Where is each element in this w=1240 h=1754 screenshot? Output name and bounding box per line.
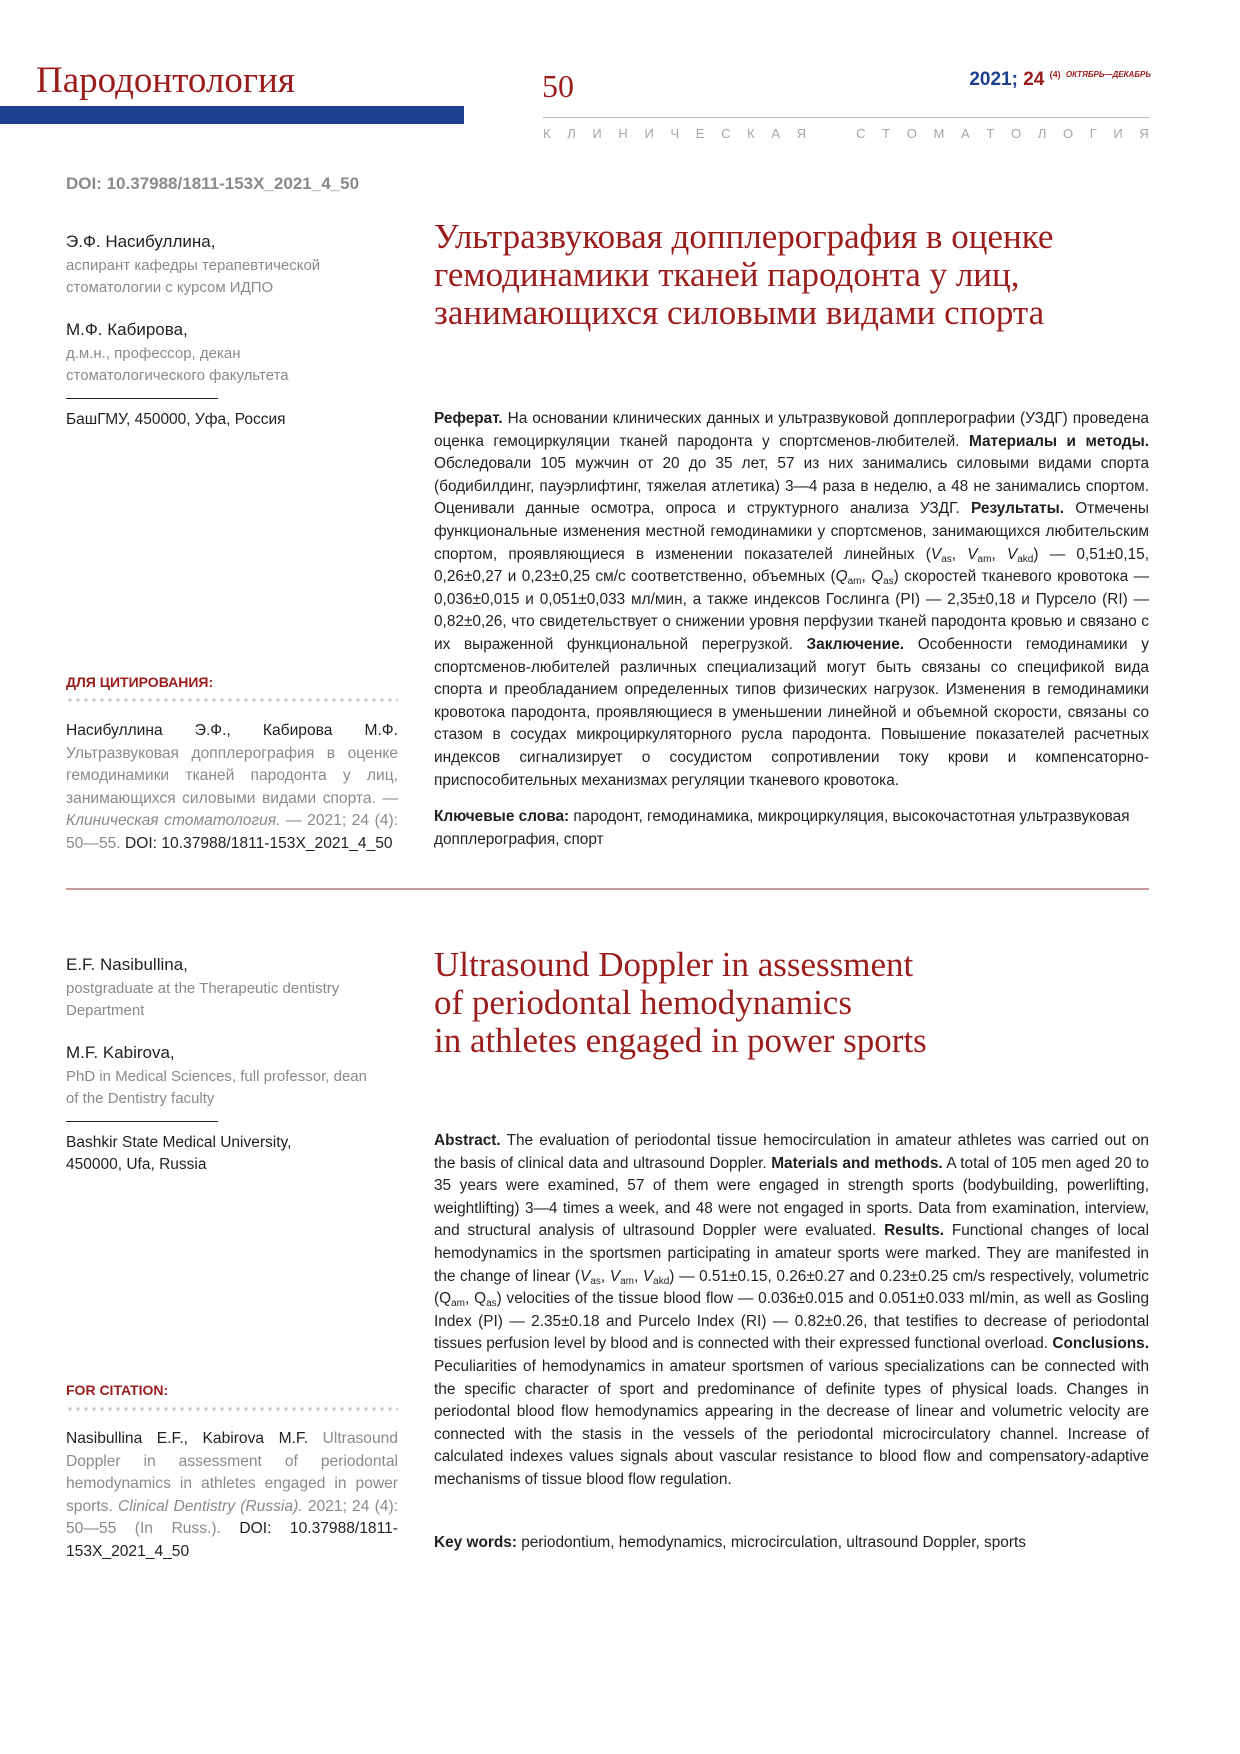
issue-period: ОКТЯБРЬ—ДЕКАБРЬ bbox=[1065, 70, 1151, 79]
author-desc-line: д.м.н., профессор, декан bbox=[66, 345, 241, 362]
citation-authors: Nasibullina E.F., Kabirova M.F. bbox=[66, 1430, 309, 1447]
keywords-text: periodontium, hemodynamics, microcirculation, ultrasound Doppler, sports bbox=[516, 1534, 1026, 1551]
comma: , bbox=[465, 1290, 475, 1308]
symbol-v: V bbox=[642, 1267, 654, 1285]
header-bar bbox=[0, 106, 464, 124]
journal-letter: Л bbox=[567, 126, 576, 141]
comma: , bbox=[633, 1267, 643, 1285]
title-line: Ультразвуковая допплерография в оценке bbox=[434, 217, 1054, 256]
subscript: as bbox=[486, 1298, 497, 1310]
abstract-label: Реферат. bbox=[434, 410, 503, 427]
citation-title: Ультразвуковая допплерография в оценке гемодинамики тканей пародонта у лиц, занимающихся силовыми видами спорта. — bbox=[66, 744, 398, 807]
ru-abstract bbox=[434, 408, 1149, 792]
ru-author-2 bbox=[66, 320, 396, 387]
journal-letter: Я bbox=[1139, 126, 1149, 141]
title-line: of periodontal hemodynamics bbox=[434, 983, 852, 1022]
dotted-divider bbox=[66, 1406, 398, 1412]
symbol-q: Q bbox=[439, 1290, 452, 1308]
title-line: Ultrasound Doppler in assessment bbox=[434, 945, 914, 984]
author-desc-line: of the Dentistry faculty bbox=[66, 1090, 215, 1107]
methods-label: Materials and methods. bbox=[771, 1154, 943, 1172]
journal-letter: Л bbox=[1037, 126, 1047, 141]
journal-letter: К bbox=[543, 126, 551, 141]
journal-letter: Г bbox=[1089, 126, 1097, 141]
abstract-text: Особенности гемодинамики у спортсменов-любителей различных специализаций могут быть связаны со спецификой вида спорта и преобладанием определенных типов физических нагрузок. Изменения в гемодинамики кровотока пародонта, проявляющиеся в уменьшении линейной и объемной скорости, связаны со стазом в сосудах микроциркуляторного русла пародонта. Повышение показателей расчетных индексов сигнализирует о сосудистом сопротивлении току крови и компенсаторно-приспособительных механизмах регуляции тканевого кровотока. bbox=[434, 635, 1149, 789]
author-desc-line: PhD in Medical Sciences, full professor, dean bbox=[66, 1068, 367, 1085]
symbol-q: Q bbox=[835, 568, 848, 586]
journal-letter: О bbox=[906, 126, 917, 141]
author-name: М.Ф. Кабирова, bbox=[66, 320, 188, 339]
citation-pages: 2021; 24 (4): 50—55 (In Russ.). bbox=[66, 1497, 398, 1538]
issue-number: (4) bbox=[1049, 69, 1061, 80]
affiliation-line: 450000, Ufa, Russia bbox=[66, 1156, 207, 1173]
issue-info bbox=[969, 70, 1151, 89]
issue-volume: 24 bbox=[1017, 69, 1045, 90]
journal-letter: Я bbox=[796, 126, 807, 141]
abstract-text: ) — 0.51±0.15, 0.26±0.27 and 0.23±0.25 cm/s respectively, volumetric ( bbox=[434, 1267, 1149, 1308]
en-abstract bbox=[434, 1130, 1149, 1492]
abstract-text: ) скоростей тканевого кровотока — 0,036±0,015 и 0,051±0,033 мл/мин, а также индексов Гослинга (PI) — 2,35±0,18 и Пурсело (RI) — 0,82±0,26, что свидетельствует о снижении уровня перфузии тканей пародонта кровью и связано с их выраженной функциональной перегрузкой. bbox=[434, 568, 1149, 653]
title-line: in athletes engaged in power sports bbox=[434, 1021, 927, 1060]
citation-doi: DOI: 10.37988/1811-153X_2021_4_50 bbox=[120, 834, 393, 852]
section-title: Пародонтология bbox=[36, 60, 295, 101]
subscript: as bbox=[590, 1275, 601, 1287]
author-desc-line: Department bbox=[66, 1002, 145, 1019]
citation-authors: Насибуллина Э.Ф., Кабирова М.Ф. bbox=[66, 722, 398, 739]
en-article-title bbox=[434, 946, 1154, 1060]
symbol-v: V bbox=[580, 1267, 591, 1285]
subscript: akd bbox=[1017, 553, 1034, 565]
subscript: am bbox=[977, 553, 992, 565]
author-name: Э.Ф. Насибуллина, bbox=[66, 232, 216, 251]
author-desc-line: стоматологии с курсом ИДПО bbox=[66, 279, 274, 296]
affiliation-rule bbox=[66, 1121, 218, 1122]
ru-citation bbox=[66, 720, 398, 856]
subscript: akd bbox=[653, 1275, 670, 1287]
journal-letter: Т bbox=[986, 126, 995, 141]
comma: , bbox=[600, 1267, 610, 1285]
author-desc-line: postgraduate at the Therapeutic dentistry bbox=[66, 980, 340, 997]
journal-letter: Н bbox=[618, 126, 628, 141]
subscript: as bbox=[883, 576, 894, 588]
results-label: Results. bbox=[884, 1222, 945, 1240]
abstract-text: ) — 0,51±0,15, 0,26±0,27 и 0,23±0,25 см/с соответственно, объемных ( bbox=[434, 545, 1150, 586]
subscript: am bbox=[847, 576, 862, 588]
ru-affiliation: БашГМУ, 450000, Уфа, Россия bbox=[66, 411, 286, 428]
symbol-v: V bbox=[967, 545, 978, 563]
en-citation bbox=[66, 1428, 398, 1564]
affiliation-rule bbox=[66, 398, 218, 399]
symbol-q: Q bbox=[871, 568, 884, 586]
abstract-text: Peculiarities of hemodynamics in amateur sportsmen of various specializations can be connected with the specific character of sport and predominance of definite types of physical loads. Changes in periodontal blood flow hemodynamics appearing in the decrease of linear and volumetric velocity are connected with the stasis in the vessels of the periodontal microcirculatory channel. Increase of calculated indexes values signals about vascular resistance to blood flow and compensatory-adaptive mechanisms of tissue blood flow regulation. bbox=[434, 1357, 1149, 1488]
conclusion-label: Заключение. bbox=[806, 635, 905, 653]
abstract-text: Functional changes of local hemodynamics in the sportsmen participating in amateur sports were marked. They are manifested in the change of linear ( bbox=[434, 1222, 1149, 1285]
journal-rule bbox=[543, 117, 1149, 118]
abstract-text: ) velocities of the tissue blood flow — 0.036±0.015 and 0.051±0.033 ml/min, as well as Gosling Index (PI) — 2.35±0.18 and Purcelo Index (RI) — 0.82±0.26, that testifies to decrease of periodontal tissues perfusion level by blood and is connected with their expressed functional overload. bbox=[434, 1290, 1149, 1353]
journal-letter: Т bbox=[882, 126, 891, 141]
journal-letter: Ч bbox=[670, 126, 680, 141]
citation-title: Ultrasound Doppler in assessment of periodontal hemodynamics in athletes engaged in power sports. bbox=[66, 1430, 399, 1515]
journal-letter: О bbox=[1010, 126, 1022, 141]
page-number: 50 bbox=[542, 68, 574, 104]
subscript: am bbox=[451, 1298, 466, 1310]
comma: , bbox=[991, 545, 1007, 563]
ru-article-title bbox=[434, 218, 1154, 332]
keywords-text: пародонт, гемодинамика, микроциркуляция, высокочастотная ультразвуковая допплерография, спорт bbox=[434, 808, 1130, 848]
journal-letter: А bbox=[771, 126, 781, 141]
en-affiliation bbox=[66, 1132, 291, 1176]
conclusion-label: Conclusions. bbox=[1052, 1335, 1149, 1353]
ru-author-1 bbox=[66, 232, 396, 299]
author-name: M.F. Kabirova, bbox=[66, 1043, 175, 1062]
citation-doi: DOI: 10.37988/1811-153X_2021_4_50 bbox=[66, 1520, 398, 1560]
journal-letter: И bbox=[644, 126, 654, 141]
journal-letter: А bbox=[961, 126, 970, 141]
doi: DOI: 10.37988/1811-153X_2021_4_50 bbox=[66, 174, 360, 193]
keywords-label: Ключевые слова: bbox=[434, 808, 570, 825]
dotted-divider bbox=[66, 697, 398, 703]
affiliation-line: Bashkir State Medical University, bbox=[66, 1134, 292, 1151]
journal-letter: С bbox=[721, 126, 731, 141]
author-name: E.F. Nasibullina, bbox=[66, 955, 188, 974]
abstract-text: The evaluation of periodontal tissue hemocirculation in amateur athletes was carried out on the basis of clinical data and ultrasound Doppler. bbox=[434, 1132, 1149, 1172]
citation-pages: — 2021; 24 (4): 50—55. bbox=[66, 812, 398, 852]
subscript: as bbox=[941, 553, 952, 565]
journal-letter: И bbox=[1113, 126, 1123, 141]
journal-letter: И bbox=[592, 126, 602, 141]
journal-letter: О bbox=[1062, 126, 1074, 141]
journal-name bbox=[543, 126, 1149, 141]
author-desc-line: стоматологического факультета bbox=[66, 367, 289, 384]
section-divider bbox=[66, 888, 1149, 890]
abstract-text: Отмечены функциональные изменения местной гемодинамики у спортсменов, занимающихся любительским спортом, проявляющиеся в изменении показателей линейных ( bbox=[434, 500, 1149, 563]
methods-label: Материалы и методы. bbox=[968, 432, 1149, 450]
journal-letter: Е bbox=[695, 126, 705, 141]
symbol-v: V bbox=[930, 545, 942, 563]
ru-citation-heading: ДЛЯ ЦИТИРОВАНИЯ: bbox=[66, 674, 214, 690]
results-label: Результаты. bbox=[971, 500, 1065, 518]
keywords-label: Key words: bbox=[434, 1534, 517, 1551]
citation-journal: Clinical Dentistry (Russia). bbox=[118, 1497, 303, 1515]
ru-keywords bbox=[434, 806, 1149, 851]
comma: , bbox=[951, 545, 968, 563]
symbol-q: Q bbox=[474, 1290, 487, 1308]
en-author-1 bbox=[66, 955, 406, 1022]
en-citation-heading: FOR CITATION: bbox=[66, 1382, 169, 1398]
author-desc-line: аспирант кафедры терапевтической bbox=[66, 257, 321, 274]
journal-letter: С bbox=[856, 126, 866, 141]
subscript: am bbox=[620, 1275, 634, 1287]
journal-letter: М bbox=[933, 126, 945, 141]
abstract-text: Обследовали 105 мужчин от 20 до 35 лет, 57 из них занимались силовыми видами спорта (бодибилдинг, пауэрлифтинг, тяжелая атлетика) 3—4 раза в неделю, а 48 не занимались спортом. Оценивали данные осмотра, опроса и структурного анализа УЗДГ. bbox=[434, 455, 1149, 518]
issue-year: 2021; bbox=[969, 69, 1018, 90]
symbol-v: V bbox=[609, 1267, 621, 1285]
abstract-text: A total of 105 men aged 20 to 35 years were examined, 57 of them were engaged in strength sports (bodybuilding, powerlifting, weightlifting) 3—4 times a week, and 48 were not engaged in sports. Data from examination, interview, and structural analysis of ultrasound Doppler were evaluated. bbox=[434, 1154, 1149, 1240]
journal-letter: К bbox=[747, 126, 755, 141]
comma: , bbox=[861, 568, 872, 586]
en-author-2 bbox=[66, 1043, 406, 1110]
abstract-label: Abstract. bbox=[434, 1132, 501, 1149]
title-line: гемодинамики тканей пародонта у лиц, bbox=[434, 255, 1020, 294]
abstract-text: На основании клинических данных и ультразвуковой допплерографии (УЗДГ) проведена оценка гемоциркуляции тканей пародонта у спортсменов-любителей. bbox=[434, 410, 1149, 450]
en-keywords bbox=[434, 1532, 1149, 1555]
title-line: занимающихся силовыми видами спорта bbox=[434, 293, 1045, 332]
citation-journal: Клиническая стоматология. bbox=[66, 812, 281, 830]
symbol-v: V bbox=[1006, 545, 1018, 563]
